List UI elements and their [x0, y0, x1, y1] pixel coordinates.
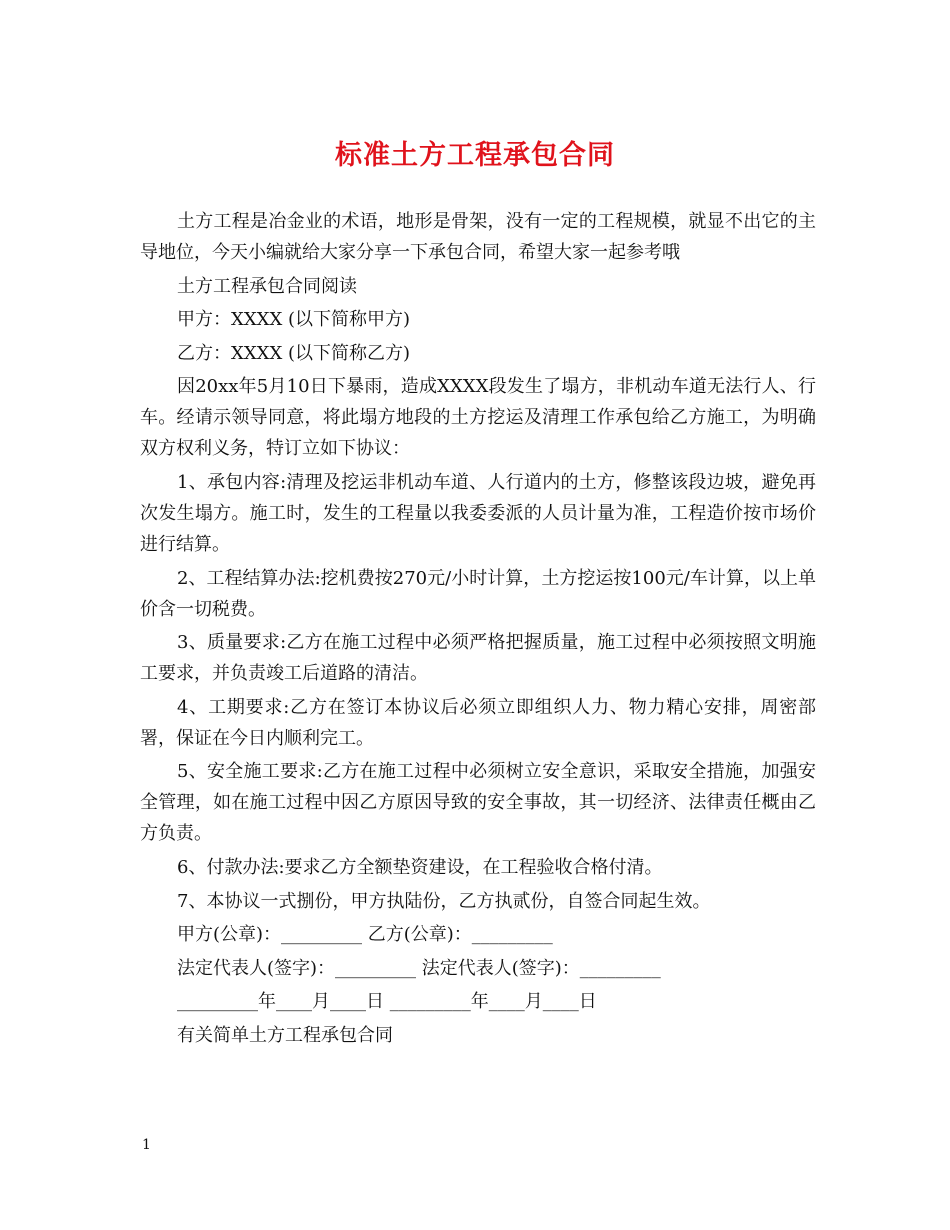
clause-1: 1、承包内容:清理及挖运非机动车道、人行道内的土方，修整该段边坡，避免再次发生塌方。施工时，发生的工程量以我委委派的人员计量为准，工程造价按市场价进行结算。: [140, 471, 816, 555]
intro-paragraph: 土方工程是冶金业的术语，地形是骨架，没有一定的工程规模，就显不出它的主导地位，今天小编就给大家分享一下承包合同，希望大家一起参考哦: [140, 211, 816, 263]
clause-7: 7、本协议一式捌份，甲方执陆份，乙方执贰份，自签合同起生效。: [177, 890, 711, 912]
clause-4: 4、工期要求:乙方在签订本协议后必须立即组织人力、物力精心安排，周密部署，保证在今日内顺利完工。: [140, 696, 816, 749]
clause-6: 6、付款办法:要求乙方全额垫资建设，在工程验收合格付清。: [177, 856, 663, 878]
date-line: _________年____月____日 _________年____月____日: [177, 991, 597, 1013]
contract-heading: 土方工程承包合同阅读: [177, 275, 357, 297]
document-title: 标准土方工程承包合同: [335, 140, 615, 171]
representative-line: 法定代表人(签字)：_________ 法定代表人(签字)：_________: [177, 957, 661, 979]
seal-line: 甲方(公章)：_________ 乙方(公章)：_________: [177, 924, 553, 946]
clause-5: 5、安全施工要求:乙方在施工过程中必须树立安全意识，采取安全措施，加强安全管理，如在施工过程中因乙方原因导致的安全事故，其一切经济、法律责任概由乙方负责。: [140, 761, 816, 845]
party-a-line: 甲方：XXXX (以下简称甲方): [177, 309, 411, 331]
party-b-line: 乙方：XXXX (以下简称乙方): [177, 342, 411, 364]
clause-2: 2、工程结算办法:挖机费按270元/小时计算，土方挖运按100元/车计算，以上单价含一切税费。: [140, 567, 816, 620]
background-paragraph: 因20xx年5月10日下暴雨，造成XXXX段发生了塌方，非机动车道无法行人、行车。经请示领导同意，将此塌方地段的土方挖运及清理工作承包给乙方施工，为明确双方权利义务，特订立如下协议：: [140, 376, 816, 460]
footer-heading: 有关简单土方工程承包合同: [177, 1024, 393, 1046]
page-number: 1: [142, 1137, 151, 1153]
document-body: [140, 206, 816, 1054]
clause-3: 3、质量要求:乙方在施工过程中必须严格把握质量，施工过程中必须按照文明施工要求，并负责竣工后道路的清洁。: [140, 632, 816, 685]
